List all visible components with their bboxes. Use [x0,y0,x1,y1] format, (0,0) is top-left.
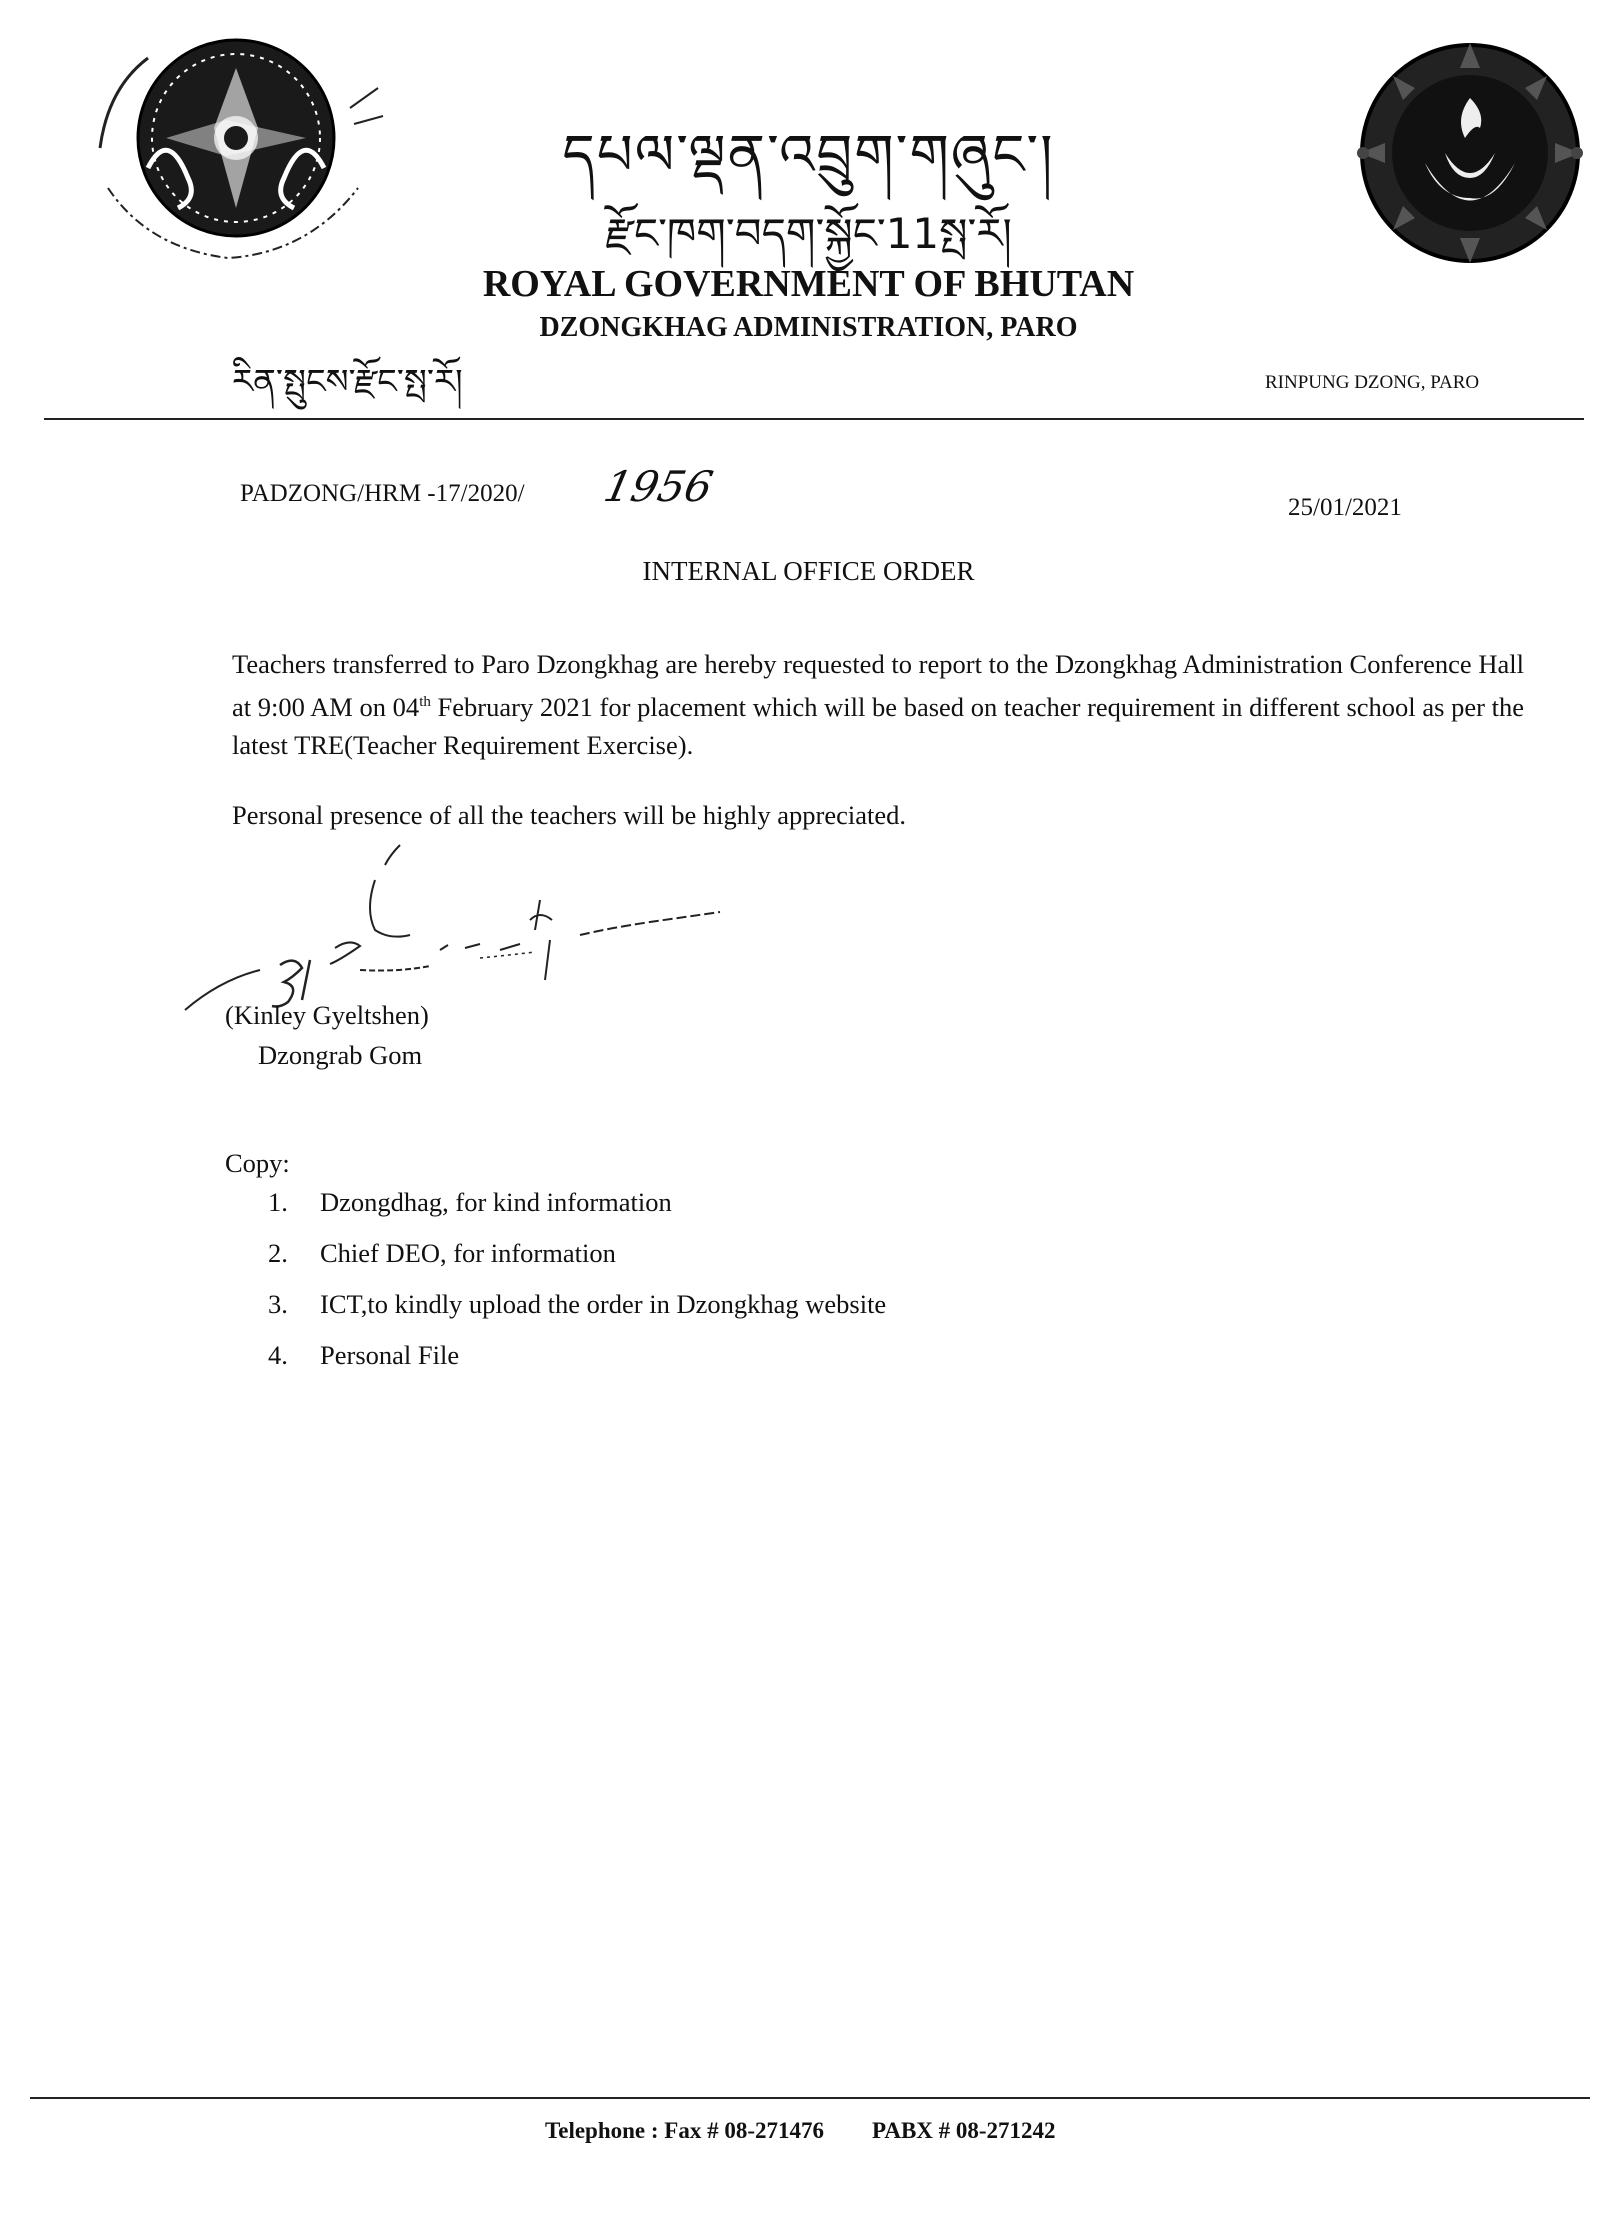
list-item-text: ICT,to kindly upload the order in Dzongkhag website [320,1289,887,1319]
letter-date: 25/01/2021 [1288,494,1402,521]
body-text-part1: Teachers transferred to Paro Dzongkhag are hereby requested to report to the Dzongkhag Administration Conference Hall at 9:00 AM on 04 [232,649,1524,722]
body-superscript: th [419,694,431,710]
list-item-text: Chief DEO, for information [320,1238,616,1268]
list-item [268,1336,886,1387]
administration-subtitle: DZONGKHAG ADMINISTRATION, PARO [539,312,1078,343]
footer-telephone-fax: Telephone : Fax # 08-271476 [545,2118,824,2143]
list-item [268,1183,886,1234]
copy-list [268,1183,886,1387]
signer-name: (Kinley Gyeltshen) [225,1000,429,1030]
list-item-number: 3. [268,1289,288,1319]
footer-pabx: PABX # 08-271242 [872,2118,1056,2143]
dzongkha-place-name: རིན་སྤུངས་རྫོང་སྤ་རོ། [232,362,463,402]
header-divider [44,418,1584,420]
dzongkha-header-title: དཔལ་ལྡན་འབྲུག་གཞུང་། [562,123,1055,188]
place-name: RINPUNG DZONG, PARO [1265,372,1480,393]
list-item-number: 4. [268,1340,288,1370]
copy-label: Copy: [225,1148,290,1178]
signer-title: Dzongrab Gom [258,1040,423,1070]
list-item [268,1234,886,1285]
list-item-text: Personal File [320,1340,460,1370]
footer-divider [30,2097,1590,2099]
document-title: INTERNAL OFFICE ORDER [642,556,975,586]
list-item-number: 1. [268,1187,288,1217]
dzongkha-header-subtitle: རྫོང་ཁག་བདག་སྐྱོང་11སྤ་རོ། [605,209,1012,258]
handwritten-dispatch-number: 1956 [599,462,718,511]
footer-contact [545,2118,1056,2144]
list-item-number: 2. [268,1238,288,1268]
government-title: ROYAL GOVERNMENT OF BHUTAN [482,263,1135,305]
list-item [268,1285,886,1336]
reference-number: PADZONG/HRM -17/2020/ [240,480,525,507]
body-paragraph [232,645,1524,764]
list-item-text: Dzongdhag, for kind information [320,1187,672,1217]
body-text-part2: February 2021 for placement which will be based on teacher requirement in different school as per the latest TRE(Teacher Requirement Exercise). [232,691,1524,760]
body-paragraph-2: Personal presence of all the teachers will be highly appreciated. [232,800,907,830]
